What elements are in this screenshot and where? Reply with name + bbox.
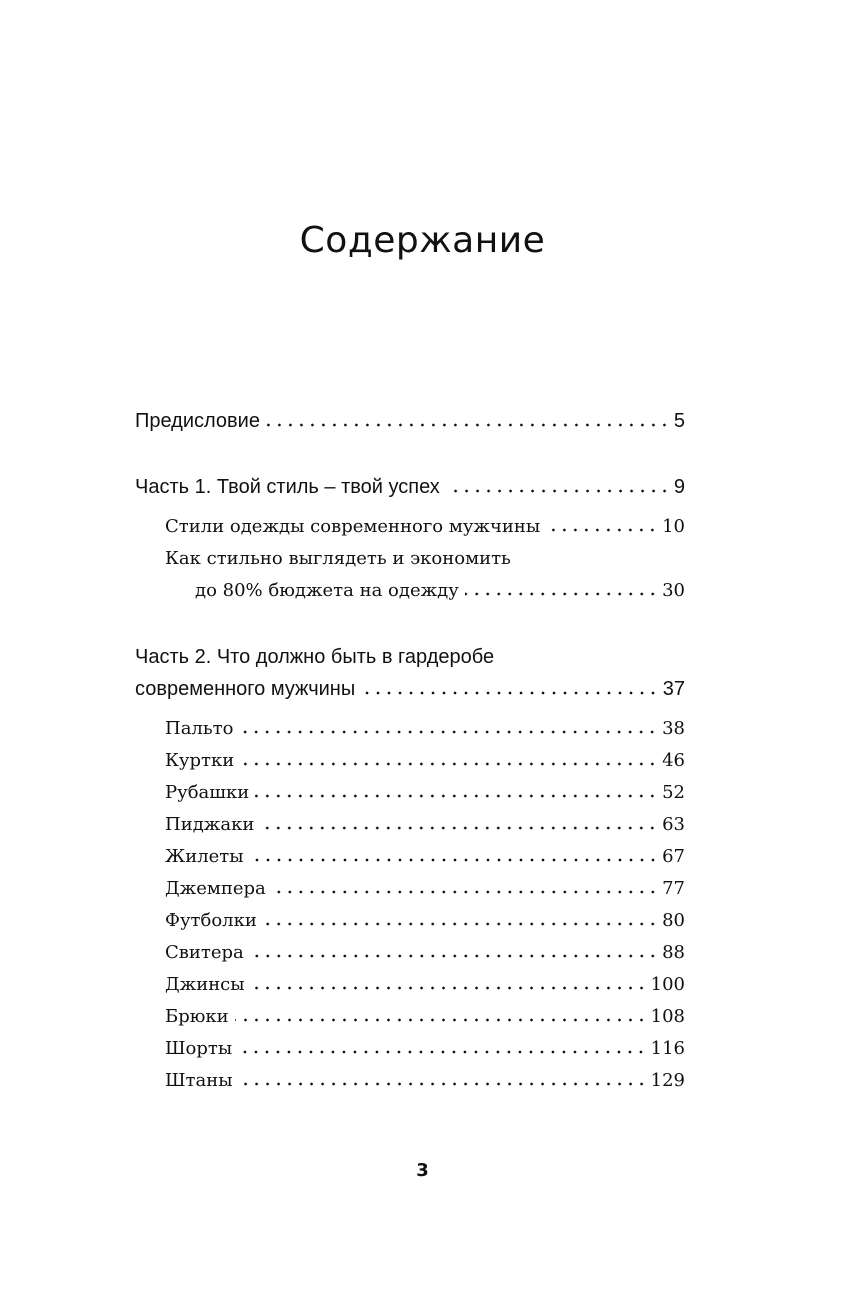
toc-entry[interactable] (135, 809, 685, 841)
dot-leader (238, 1050, 646, 1054)
entry-page: 5 (673, 410, 685, 432)
toc-entry[interactable] (135, 937, 685, 969)
toc-entry[interactable] (135, 471, 685, 503)
dot-leader (546, 528, 658, 532)
entry-label: Стили одежды современного мужчины (165, 516, 541, 537)
toc-entry[interactable] (135, 543, 685, 607)
entry-page: 10 (662, 516, 685, 537)
entry-label: Предисловие (135, 410, 260, 432)
entry-label: Шорты (165, 1038, 233, 1059)
entry-page: 80 (662, 910, 685, 931)
page-title: Содержание (299, 220, 546, 261)
entry-page: 30 (662, 580, 685, 601)
entry-page: 9 (673, 476, 685, 498)
dot-leader (465, 592, 658, 596)
entry-label: Джемпера (165, 878, 266, 899)
dot-leader (260, 826, 658, 830)
entry-page: 129 (650, 1070, 685, 1091)
toc-entry[interactable] (135, 905, 685, 937)
toc-part2 (135, 641, 685, 1097)
dot-leader (272, 890, 658, 894)
entry-label: Как стильно выглядеть и экономить (165, 548, 511, 569)
toc-entry[interactable] (135, 641, 685, 705)
entry-label: Куртки (165, 750, 235, 771)
entry-page: 52 (662, 782, 685, 803)
entry-label: Брюки (165, 1006, 229, 1027)
dot-leader (250, 954, 658, 958)
toc-entry[interactable] (135, 1001, 685, 1033)
toc-entry[interactable] (135, 777, 685, 809)
dot-leader (266, 423, 670, 427)
dot-leader (255, 794, 658, 798)
entry-label: современного мужчины (135, 678, 356, 700)
entry-label: Часть 1. Твой стиль – твой успех (135, 476, 440, 498)
entry-label: Жилеты (165, 846, 244, 867)
entry-label: Футболки (165, 910, 257, 931)
toc-entry[interactable] (135, 745, 685, 777)
entry-label: Пальто (165, 718, 234, 739)
toc-entry[interactable] (135, 1065, 685, 1097)
entry-label: Рубашки (165, 782, 250, 803)
toc-entry[interactable] (135, 841, 685, 873)
toc-entry[interactable] (135, 713, 685, 745)
entry-page: 63 (662, 814, 685, 835)
toc-entry[interactable] (135, 969, 685, 1001)
dot-leader (240, 762, 658, 766)
entry-page: 46 (662, 750, 685, 771)
dot-leader (235, 1018, 647, 1022)
entry-label: Пиджаки (165, 814, 255, 835)
dot-leader (239, 1082, 647, 1086)
toc-entry[interactable] (135, 405, 685, 437)
toc-entry[interactable] (135, 511, 685, 543)
entry-page: 88 (662, 942, 685, 963)
entry-page: 38 (662, 718, 685, 739)
entry-label: Часть 2. Что должно быть в гардеробе (135, 646, 495, 668)
toc-preface (135, 405, 685, 437)
entry-page: 37 (662, 678, 685, 700)
page-number: 3 (416, 1160, 429, 1181)
entry-page: 100 (650, 974, 685, 995)
entry-page: 116 (650, 1038, 685, 1059)
entry-page: 77 (662, 878, 685, 899)
entry-label: Штаны (165, 1070, 233, 1091)
dot-leader (361, 691, 659, 695)
dot-leader (251, 986, 647, 990)
entry-page: 108 (650, 1006, 685, 1027)
dot-leader (263, 922, 658, 926)
entry-page: 67 (662, 846, 685, 867)
part2-items (135, 713, 685, 1097)
entry-label: Джинсы (165, 974, 245, 995)
dot-leader (250, 858, 659, 862)
entry-label: до 80% бюджета на одежду (195, 580, 459, 601)
dot-leader (239, 730, 658, 734)
toc-part1 (135, 471, 685, 607)
toc-entry[interactable] (135, 873, 685, 905)
dot-leader (446, 489, 670, 493)
toc-entry[interactable] (135, 1033, 685, 1065)
entry-label: Свитера (165, 942, 244, 963)
